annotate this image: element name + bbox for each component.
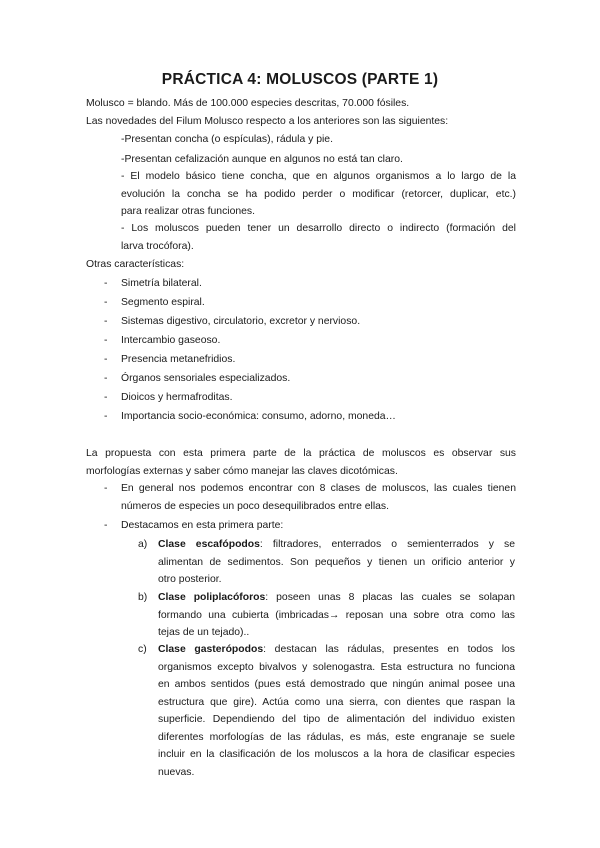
destacamos-item: Destacamos en esta primera parte: bbox=[121, 520, 284, 531]
clase-marker: a) bbox=[138, 539, 148, 550]
clase-line: en ambos sentidos (pues está demostrado que ningún animal posee una bbox=[158, 679, 515, 690]
otras-label: Otras características: bbox=[86, 259, 185, 270]
paragraph-line: números de especies un poco desequilibrados entre ellas. bbox=[121, 500, 390, 512]
clase-gasteropodos bbox=[158, 641, 515, 781]
novedad-line: - El modelo básico tiene concha, que en algunos organismos a lo largo de la bbox=[121, 171, 516, 182]
list-item: Sistemas digestivo, circulatorio, excretor y nervioso. bbox=[121, 316, 361, 327]
paragraph-line: La propuesta con esta primera parte de la práctica de moluscos es observar sus bbox=[86, 448, 516, 459]
clase-poliplacoforos bbox=[158, 589, 515, 642]
intro-line: Molusco = blando. Más de 100.000 especies descritas, 70.000 fósiles. bbox=[86, 98, 410, 109]
general-item bbox=[121, 480, 516, 515]
novedad-line: evolución la concha se ha podido perder o modificar (retorcer, duplicar, etc.) bbox=[121, 188, 516, 200]
novedad-item: -Presentan concha (o espículas), rádula y pie. bbox=[121, 134, 333, 145]
clase-line: : destacan las rádulas, presentes en todos los bbox=[263, 644, 515, 655]
propuesta-paragraph bbox=[86, 445, 516, 480]
list-dash: - bbox=[104, 278, 108, 289]
list-dash: - bbox=[104, 411, 108, 422]
clase-line: nuevas. bbox=[158, 766, 195, 778]
list-item: Simetría bilateral. bbox=[121, 278, 202, 289]
list-dash: - bbox=[104, 316, 108, 327]
list-item: Presencia metanefridios. bbox=[121, 354, 236, 365]
clase-line: organismos excepto bivalvos y solenogastra. Esta estructura no funciona bbox=[158, 661, 515, 673]
list-dash: - bbox=[104, 392, 108, 403]
list-item: Segmento espiral. bbox=[121, 297, 205, 308]
clase-line: alimentan de sedimentos. Son pequeños y tienen un orificio anterior y bbox=[158, 556, 515, 568]
list-dash: - bbox=[104, 297, 108, 308]
novedad-item: -Presentan cefalización aunque en algunos no está tan claro. bbox=[121, 154, 403, 165]
list-dash: - bbox=[104, 373, 108, 384]
novedad-item bbox=[121, 220, 516, 255]
clase-line: superficie. Dependiendo del tipo de alimentación del individuo existen bbox=[158, 714, 515, 725]
clase-name: Clase poliplacóforos bbox=[158, 592, 266, 603]
list-item: Intercambio gaseoso. bbox=[121, 335, 221, 346]
clase-escafopodos bbox=[158, 536, 515, 589]
clase-line: formando una cubierta (imbricadas→ reposan una sobre otra como las bbox=[158, 609, 515, 621]
clase-line: incluir en la clasificación de los moluscos a la hora de clasificar especies bbox=[158, 749, 515, 760]
clase-line: estructura que gire). Actúa como una sierra, con dientes que raspan la bbox=[158, 696, 515, 708]
page-title: PRÁCTICA 4: MOLUSCOS (PARTE 1) bbox=[161, 71, 439, 88]
list-dash: - bbox=[104, 335, 108, 346]
clase-line: : filtradores, enterrados o semienterrados y se bbox=[259, 539, 516, 550]
paragraph-line: morfologías externas y saber cómo manejar las claves dicotómicas. bbox=[86, 465, 398, 477]
clase-name: Clase escafópodos bbox=[158, 539, 260, 550]
list-item: Órganos sensoriales especializados. bbox=[121, 373, 291, 384]
paragraph-line: En general nos podemos encontrar con 8 clases de moluscos, las cuales tienen bbox=[121, 483, 516, 494]
clase-line: : poseen unas 8 placas las cuales se solapan bbox=[265, 592, 515, 603]
clase-line: tejas de un tejado).. bbox=[158, 627, 250, 638]
novedad-item bbox=[121, 168, 516, 221]
list-dash: - bbox=[104, 520, 108, 531]
clase-marker: b) bbox=[138, 592, 148, 603]
list-item: Dioicos y hermafroditas. bbox=[121, 392, 233, 403]
novedad-line: para realizar otras funciones. bbox=[121, 206, 255, 217]
intro-line: Las novedades del Filum Molusco respecto a los anteriores son las siguientes: bbox=[86, 116, 449, 127]
list-item: Importancia socio-económica: consumo, adorno, moneda… bbox=[121, 411, 396, 422]
list-dash: - bbox=[104, 354, 108, 365]
novedad-line: - Los moluscos pueden tener un desarrollo directo o indirecto (formación del bbox=[121, 223, 516, 234]
clase-line: diferentes morfologías de las rádulas, es más, este engranaje se suele bbox=[158, 731, 515, 743]
list-dash: - bbox=[104, 483, 108, 494]
novedad-line: larva trocófora). bbox=[121, 240, 194, 252]
clase-marker: c) bbox=[138, 644, 147, 655]
clase-name: Clase gasterópodos bbox=[158, 644, 264, 655]
clase-line: otro posterior. bbox=[158, 574, 222, 585]
